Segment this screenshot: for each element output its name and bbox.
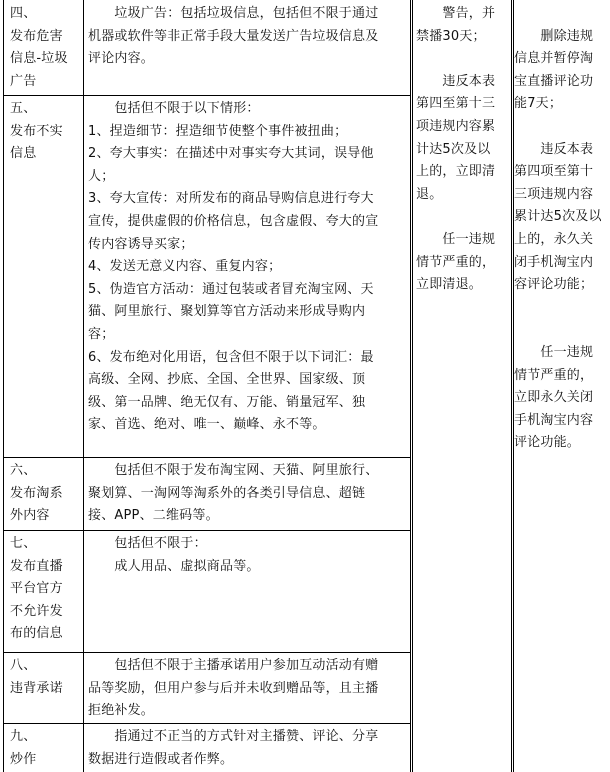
row-7-description: 包括但不限于： 成人用品、虚拟商品等。 xyxy=(114,536,260,574)
hline-row-5 xyxy=(3,457,411,458)
row-4-category: 四、 发布危害 信息-垃圾 广告 xyxy=(10,6,68,89)
hline-row-7 xyxy=(3,652,411,653)
row-7-category: 七、 发布直播 平台官方 不允许发 布的信息 xyxy=(10,536,63,642)
penalty-column: 警告，并 禁播30天； 违反本表 第四至第十三 项违规内容累 计达5次及以 上的，立即清 退。 任一违规 情节严重的， 立即清退。 xyxy=(416,6,496,293)
hline-row-4 xyxy=(3,95,411,96)
row-8-category: 八、 违背承诺 xyxy=(10,658,63,696)
row-5-category: 五、 发布不实 信息 xyxy=(10,101,63,162)
row-9-description: 指通过不正当的方式针对主播赞、评论、分享 数据进行造假或者作弊。 xyxy=(88,729,379,767)
row-4-description: 垃圾广告：包括垃圾信息，包括但不限于通过 机器或软件等非正常手段大量发送广告垃圾信息及 评论内容。 xyxy=(88,6,379,67)
comment-function-column: 删除违规 信息并暂停淘 宝直播评论功 能7天； 违反本表 第四项至第十 三项违规内容 累计达5次及以 上的，永久关 闭手机淘宝内 容评论功能； 任一违规 情节严重的， 立即永久关闭 手机淘宝内容 评论功能。 xyxy=(514,28,602,451)
row-8-description: 包括但不限于主播承诺用户参加互动活动有赠 品等奖励，但用户参与后并未收到赠品等，且主播 拒绝补发。 xyxy=(88,658,379,719)
row-6-category: 六、 发布淘系 外内容 xyxy=(10,463,63,524)
hline-row-6 xyxy=(3,530,411,531)
row-9-category: 九、 炒作 xyxy=(10,729,37,767)
hline-row-8 xyxy=(3,723,411,724)
row-6-description: 包括但不限于发布淘宝网、天猫、阿里旅行、 聚划算、一淘网等淘系外的各类引导信息、超链 接、APP、二维码等。 xyxy=(88,463,379,524)
row-5-description: 包括但不限于以下情形： 1、捏造细节：捏造细节使整个事件被扭曲； 2、夸大事实：在描述中对事实夸大其词，误导他 人； 3、夸大宣传：对所发布的商品导购信息进行夸大 宣传，提供虚假的价格信息，包含虚假、夸大的宣 传内容诱导买家； 4、发送无意义内容、重复内容； 5、伪造官方活动：通过包装或者冒充淘宝网、天 猫、阿里旅行、聚划算等官方活动来形成导购内 容； 6、发布绝对化用语，包含但不限于以下词汇：最 高级、全网、抄底、全国、全世界、国家级、顶 级、第一品牌、绝无仅有、万能、销量冠军、独 家、首选、绝对、唯一、巅峰、永不等。 xyxy=(88,101,379,433)
